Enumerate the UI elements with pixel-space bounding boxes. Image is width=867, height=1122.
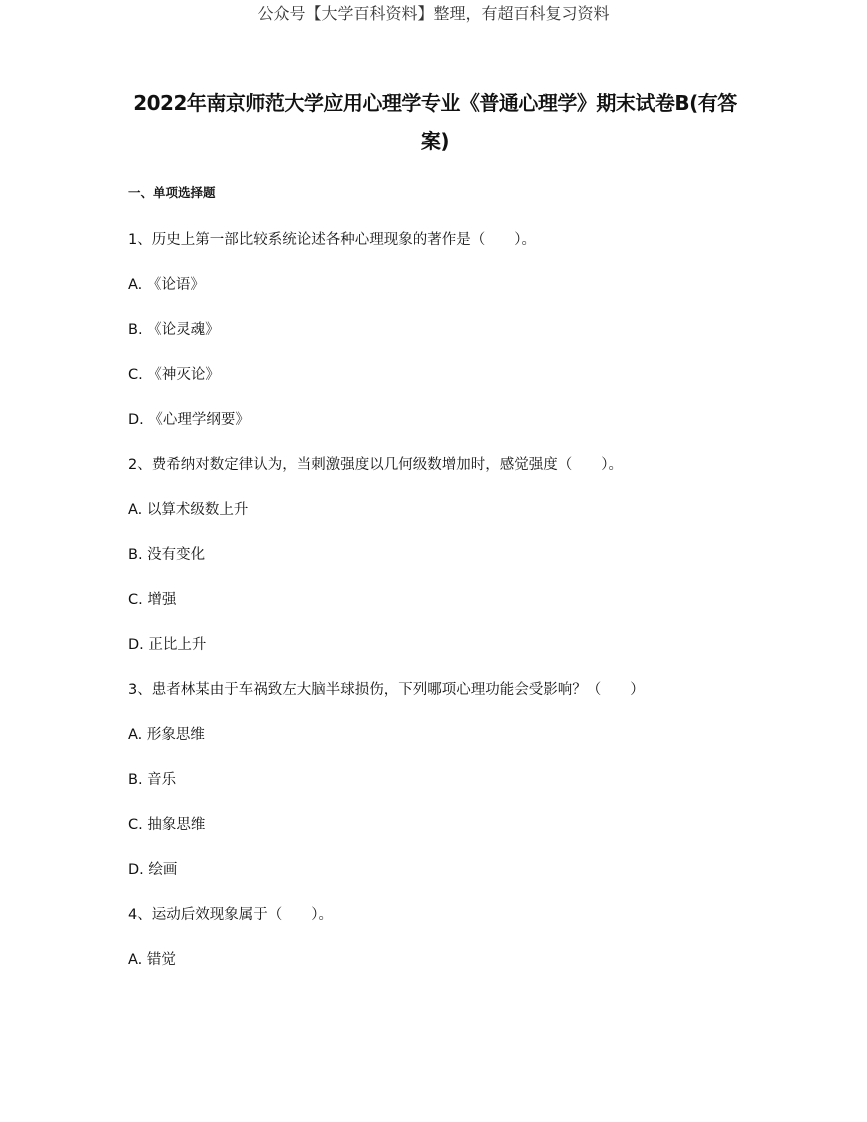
answer-option: A. 以算术级数上升 bbox=[128, 502, 249, 518]
answer-option: B. 音乐 bbox=[128, 772, 177, 788]
answer-option: D. 绘画 bbox=[128, 862, 178, 878]
question-text: 3、患者林某由于车祸致左大脑半球损伤，下列哪项心理功能会受影响？（ ） bbox=[128, 682, 645, 698]
document-title: 2022年南京师范大学应用心理学专业《普通心理学》期末试卷B(有答案) bbox=[133, 91, 737, 153]
answer-option: A. 形象思维 bbox=[128, 727, 205, 743]
question-text: 4、运动后效现象属于（ ）。 bbox=[128, 907, 333, 923]
page-header: 公众号【大学百科资料】整理，有超百科复习资料 bbox=[257, 4, 610, 23]
answer-option: B. 没有变化 bbox=[128, 547, 206, 563]
question-text: 2、费希纳对数定律认为，当刺激强度以几何级数增加时，感觉强度（ ）。 bbox=[128, 457, 623, 473]
answer-option: D. 《心理学纲要》 bbox=[128, 412, 250, 428]
answer-option: C. 增强 bbox=[128, 592, 177, 608]
answer-option: D. 正比上升 bbox=[128, 637, 207, 653]
answer-option: C. 《神灭论》 bbox=[128, 367, 220, 383]
question-list bbox=[128, 228, 645, 993]
answer-option: B. 《论灵魂》 bbox=[128, 322, 220, 338]
answer-option: A. 错觉 bbox=[128, 952, 176, 968]
question-text: 1、历史上第一部比较系统论述各种心理现象的著作是（ ）。 bbox=[128, 232, 536, 248]
answer-option: C. 抽象思维 bbox=[128, 817, 206, 833]
answer-option: A. 《论语》 bbox=[128, 277, 205, 293]
section-heading: 一、单项选择题 bbox=[128, 185, 216, 200]
